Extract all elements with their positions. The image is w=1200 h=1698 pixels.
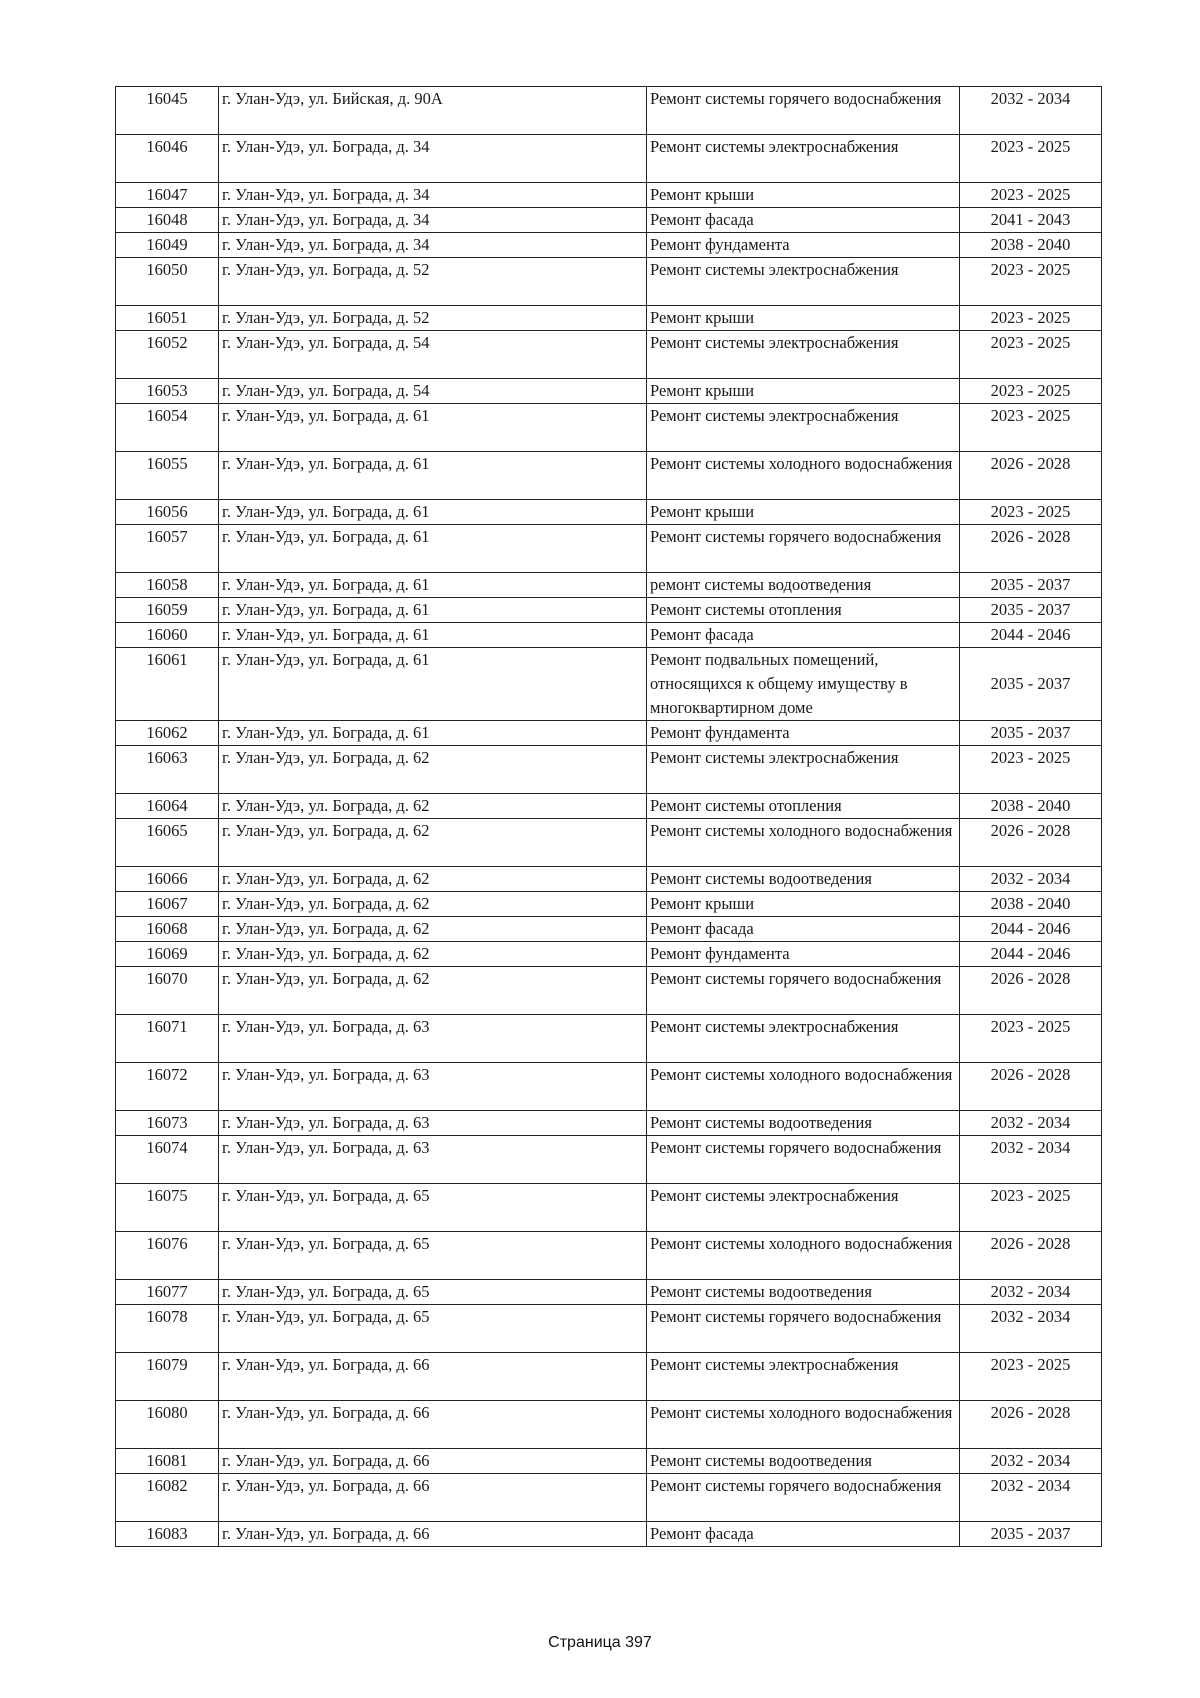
row-address: г. Улан-Удэ, ул. Бограда, д. 65	[219, 1280, 647, 1305]
table-row	[116, 721, 1102, 746]
row-work-type: Ремонт системы электроснабжения	[647, 258, 960, 306]
table-row	[116, 867, 1102, 892]
table-row	[116, 135, 1102, 183]
table-row	[116, 794, 1102, 819]
row-period: 2023 - 2025	[960, 135, 1102, 183]
row-work-type: Ремонт системы холодного водоснабжения	[647, 1063, 960, 1111]
row-work-type: Ремонт системы холодного водоснабжения	[647, 452, 960, 500]
row-address: г. Улан-Удэ, ул. Бограда, д. 61	[219, 500, 647, 525]
row-number: 16052	[116, 331, 219, 379]
row-period: 2023 - 2025	[960, 1015, 1102, 1063]
row-work-type: Ремонт системы холодного водоснабжения	[647, 819, 960, 867]
row-work-type: Ремонт системы горячего водоснабжения	[647, 967, 960, 1015]
row-address: г. Улан-Удэ, ул. Бограда, д. 66	[219, 1522, 647, 1547]
row-period: 2023 - 2025	[960, 306, 1102, 331]
row-number: 16078	[116, 1305, 219, 1353]
row-work-type: Ремонт системы холодного водоснабжения	[647, 1232, 960, 1280]
row-address: г. Улан-Удэ, ул. Бограда, д. 61	[219, 721, 647, 746]
row-work-type: Ремонт системы отопления	[647, 598, 960, 623]
row-work-type: Ремонт системы водоотведения	[647, 867, 960, 892]
row-number: 16070	[116, 967, 219, 1015]
row-number: 16058	[116, 573, 219, 598]
row-period: 2026 - 2028	[960, 525, 1102, 573]
row-address: г. Улан-Удэ, ул. Бограда, д. 62	[219, 917, 647, 942]
row-address: г. Улан-Удэ, ул. Бограда, д. 62	[219, 942, 647, 967]
row-number: 16064	[116, 794, 219, 819]
row-number: 16062	[116, 721, 219, 746]
table-row	[116, 331, 1102, 379]
row-address: г. Улан-Удэ, ул. Бограда, д. 61	[219, 623, 647, 648]
row-number: 16068	[116, 917, 219, 942]
table-row	[116, 598, 1102, 623]
row-number: 16076	[116, 1232, 219, 1280]
row-work-type: Ремонт системы электроснабжения	[647, 1184, 960, 1232]
row-work-type: Ремонт крыши	[647, 306, 960, 331]
row-number: 16049	[116, 233, 219, 258]
row-work-type: Ремонт системы электроснабжения	[647, 1353, 960, 1401]
row-address: г. Улан-Удэ, ул. Бограда, д. 65	[219, 1232, 647, 1280]
table-row	[116, 573, 1102, 598]
row-work-type: Ремонт фасада	[647, 623, 960, 648]
table-row	[116, 1232, 1102, 1280]
row-address: г. Улан-Удэ, ул. Бограда, д. 62	[219, 892, 647, 917]
row-period: 2032 - 2034	[960, 1305, 1102, 1353]
row-period: 2026 - 2028	[960, 1401, 1102, 1449]
row-work-type: Ремонт фундамента	[647, 233, 960, 258]
row-number: 16055	[116, 452, 219, 500]
row-address: г. Улан-Удэ, ул. Бограда, д. 62	[219, 746, 647, 794]
row-period: 2035 - 2037	[960, 573, 1102, 598]
table-row	[116, 1280, 1102, 1305]
row-address: г. Улан-Удэ, ул. Бограда, д. 61	[219, 573, 647, 598]
row-period: 2035 - 2037	[960, 598, 1102, 623]
table-row	[116, 525, 1102, 573]
row-address: г. Улан-Удэ, ул. Бограда, д. 61	[219, 452, 647, 500]
row-address: г. Улан-Удэ, ул. Бограда, д. 61	[219, 648, 647, 721]
row-address: г. Улан-Удэ, ул. Бограда, д. 62	[219, 867, 647, 892]
table-row	[116, 942, 1102, 967]
row-period: 2023 - 2025	[960, 331, 1102, 379]
row-work-type: Ремонт крыши	[647, 379, 960, 404]
table-row	[116, 1015, 1102, 1063]
row-period: 2032 - 2034	[960, 1111, 1102, 1136]
row-number: 16050	[116, 258, 219, 306]
row-address: г. Улан-Удэ, ул. Бограда, д. 54	[219, 331, 647, 379]
row-number: 16059	[116, 598, 219, 623]
capital-repair-table	[115, 86, 1102, 1547]
row-number: 16072	[116, 1063, 219, 1111]
row-work-type: Ремонт системы холодного водоснабжения	[647, 1401, 960, 1449]
row-work-type: Ремонт фасада	[647, 1522, 960, 1547]
row-number: 16083	[116, 1522, 219, 1547]
table-row	[116, 1401, 1102, 1449]
row-work-type: Ремонт системы горячего водоснабжения	[647, 1136, 960, 1184]
row-address: г. Улан-Удэ, ул. Бограда, д. 34	[219, 208, 647, 233]
table-row	[116, 1449, 1102, 1474]
table-row	[116, 183, 1102, 208]
row-address: г. Улан-Удэ, ул. Бограда, д. 62	[219, 819, 647, 867]
row-address: г. Улан-Удэ, ул. Бограда, д. 62	[219, 967, 647, 1015]
row-work-type: ремонт системы водоотведения	[647, 573, 960, 598]
row-address: г. Улан-Удэ, ул. Бограда, д. 62	[219, 794, 647, 819]
table-row	[116, 233, 1102, 258]
table-row	[116, 258, 1102, 306]
row-number: 16079	[116, 1353, 219, 1401]
table-row	[116, 87, 1102, 135]
row-period: 2023 - 2025	[960, 500, 1102, 525]
row-period: 2023 - 2025	[960, 258, 1102, 306]
row-number: 16046	[116, 135, 219, 183]
row-number: 16081	[116, 1449, 219, 1474]
row-number: 16060	[116, 623, 219, 648]
row-number: 16073	[116, 1111, 219, 1136]
row-number: 16045	[116, 87, 219, 135]
row-address: г. Улан-Удэ, ул. Бограда, д. 63	[219, 1136, 647, 1184]
row-period: 2032 - 2034	[960, 867, 1102, 892]
row-address: г. Улан-Удэ, ул. Бограда, д. 63	[219, 1111, 647, 1136]
table-row	[116, 1184, 1102, 1232]
row-period: 2041 - 2043	[960, 208, 1102, 233]
row-address: г. Улан-Удэ, ул. Бограда, д. 66	[219, 1353, 647, 1401]
row-work-type: Ремонт системы водоотведения	[647, 1111, 960, 1136]
row-number: 16075	[116, 1184, 219, 1232]
row-work-type: Ремонт системы электроснабжения	[647, 404, 960, 452]
row-number: 16056	[116, 500, 219, 525]
row-period: 2023 - 2025	[960, 1353, 1102, 1401]
row-period: 2032 - 2034	[960, 1280, 1102, 1305]
row-work-type: Ремонт системы горячего водоснабжения	[647, 525, 960, 573]
table-row	[116, 1111, 1102, 1136]
row-address: г. Улан-Удэ, ул. Бограда, д. 61	[219, 404, 647, 452]
row-address: г. Улан-Удэ, ул. Бограда, д. 66	[219, 1449, 647, 1474]
row-work-type: Ремонт системы электроснабжения	[647, 1015, 960, 1063]
row-period: 2044 - 2046	[960, 942, 1102, 967]
row-period: 2032 - 2034	[960, 87, 1102, 135]
row-work-type: Ремонт системы водоотведения	[647, 1449, 960, 1474]
row-period: 2023 - 2025	[960, 746, 1102, 794]
table-row	[116, 623, 1102, 648]
row-work-type: Ремонт системы горячего водоснабжения	[647, 1474, 960, 1522]
row-period: 2023 - 2025	[960, 183, 1102, 208]
table-row	[116, 500, 1102, 525]
row-address: г. Улан-Удэ, ул. Бограда, д. 34	[219, 183, 647, 208]
table-row	[116, 648, 1102, 721]
table-row	[116, 452, 1102, 500]
row-work-type: Ремонт фундамента	[647, 942, 960, 967]
table-row	[116, 404, 1102, 452]
row-period: 2038 - 2040	[960, 892, 1102, 917]
row-work-type: Ремонт системы водоотведения	[647, 1280, 960, 1305]
row-work-type: Ремонт крыши	[647, 500, 960, 525]
row-period: 2023 - 2025	[960, 1184, 1102, 1232]
row-work-type: Ремонт подвальных помещений, относящихся к общему имуществу в многоквартирном доме	[647, 648, 960, 721]
row-work-type: Ремонт системы электроснабжения	[647, 331, 960, 379]
row-number: 16061	[116, 648, 219, 721]
row-address: г. Улан-Удэ, ул. Бограда, д. 52	[219, 258, 647, 306]
row-period: 2038 - 2040	[960, 233, 1102, 258]
row-number: 16053	[116, 379, 219, 404]
row-work-type: Ремонт системы горячего водоснабжения	[647, 87, 960, 135]
row-number: 16080	[116, 1401, 219, 1449]
row-period: 2035 - 2037	[960, 648, 1102, 721]
row-number: 16067	[116, 892, 219, 917]
row-address: г. Улан-Удэ, ул. Бограда, д. 34	[219, 233, 647, 258]
table-row	[116, 967, 1102, 1015]
row-address: г. Улан-Удэ, ул. Бограда, д. 61	[219, 598, 647, 623]
row-work-type: Ремонт фундамента	[647, 721, 960, 746]
row-work-type: Ремонт системы электроснабжения	[647, 746, 960, 794]
row-number: 16063	[116, 746, 219, 794]
row-address: г. Улан-Удэ, ул. Бограда, д. 34	[219, 135, 647, 183]
table-row	[116, 819, 1102, 867]
row-period: 2023 - 2025	[960, 404, 1102, 452]
row-number: 16069	[116, 942, 219, 967]
row-period: 2044 - 2046	[960, 917, 1102, 942]
row-period: 2035 - 2037	[960, 1522, 1102, 1547]
row-number: 16077	[116, 1280, 219, 1305]
row-address: г. Улан-Удэ, ул. Бограда, д. 65	[219, 1184, 647, 1232]
row-address: г. Улан-Удэ, ул. Бограда, д. 66	[219, 1401, 647, 1449]
row-period: 2026 - 2028	[960, 967, 1102, 1015]
row-period: 2023 - 2025	[960, 379, 1102, 404]
table-row	[116, 917, 1102, 942]
row-period: 2032 - 2034	[960, 1449, 1102, 1474]
row-address: г. Улан-Удэ, ул. Бограда, д. 61	[219, 525, 647, 573]
row-work-type: Ремонт системы отопления	[647, 794, 960, 819]
row-number: 16074	[116, 1136, 219, 1184]
row-work-type: Ремонт фасада	[647, 208, 960, 233]
row-number: 16066	[116, 867, 219, 892]
table-row	[116, 1063, 1102, 1111]
row-work-type: Ремонт фасада	[647, 917, 960, 942]
row-work-type: Ремонт крыши	[647, 183, 960, 208]
row-number: 16051	[116, 306, 219, 331]
document-page	[115, 86, 1101, 1547]
row-period: 2044 - 2046	[960, 623, 1102, 648]
row-work-type: Ремонт системы электроснабжения	[647, 135, 960, 183]
row-period: 2026 - 2028	[960, 452, 1102, 500]
table-row	[116, 306, 1102, 331]
table-row	[116, 379, 1102, 404]
table-row	[116, 1474, 1102, 1522]
table-row	[116, 746, 1102, 794]
row-work-type: Ремонт системы горячего водоснабжения	[647, 1305, 960, 1353]
row-period: 2032 - 2034	[960, 1136, 1102, 1184]
table-row	[116, 1305, 1102, 1353]
row-number: 16082	[116, 1474, 219, 1522]
row-address: г. Улан-Удэ, ул. Бограда, д. 66	[219, 1474, 647, 1522]
page-number: Страница 397	[548, 1634, 652, 1651]
row-address: г. Улан-Удэ, ул. Бограда, д. 65	[219, 1305, 647, 1353]
row-address: г. Улан-Удэ, ул. Бограда, д. 63	[219, 1063, 647, 1111]
row-address: г. Улан-Удэ, ул. Бограда, д. 63	[219, 1015, 647, 1063]
row-address: г. Улан-Удэ, ул. Бограда, д. 54	[219, 379, 647, 404]
row-period: 2032 - 2034	[960, 1474, 1102, 1522]
row-number: 16054	[116, 404, 219, 452]
table-row	[116, 892, 1102, 917]
row-address: г. Улан-Удэ, ул. Бограда, д. 52	[219, 306, 647, 331]
table-row	[116, 1522, 1102, 1547]
table-row	[116, 208, 1102, 233]
table-body	[116, 87, 1102, 1547]
table-row	[116, 1136, 1102, 1184]
row-work-type: Ремонт крыши	[647, 892, 960, 917]
table-row	[116, 1353, 1102, 1401]
row-period: 2026 - 2028	[960, 819, 1102, 867]
row-number: 16047	[116, 183, 219, 208]
row-number: 16071	[116, 1015, 219, 1063]
row-period: 2026 - 2028	[960, 1232, 1102, 1280]
row-address: г. Улан-Удэ, ул. Бийская, д. 90А	[219, 87, 647, 135]
row-number: 16057	[116, 525, 219, 573]
row-period: 2026 - 2028	[960, 1063, 1102, 1111]
row-number: 16048	[116, 208, 219, 233]
row-number: 16065	[116, 819, 219, 867]
row-period: 2038 - 2040	[960, 794, 1102, 819]
row-period: 2035 - 2037	[960, 721, 1102, 746]
